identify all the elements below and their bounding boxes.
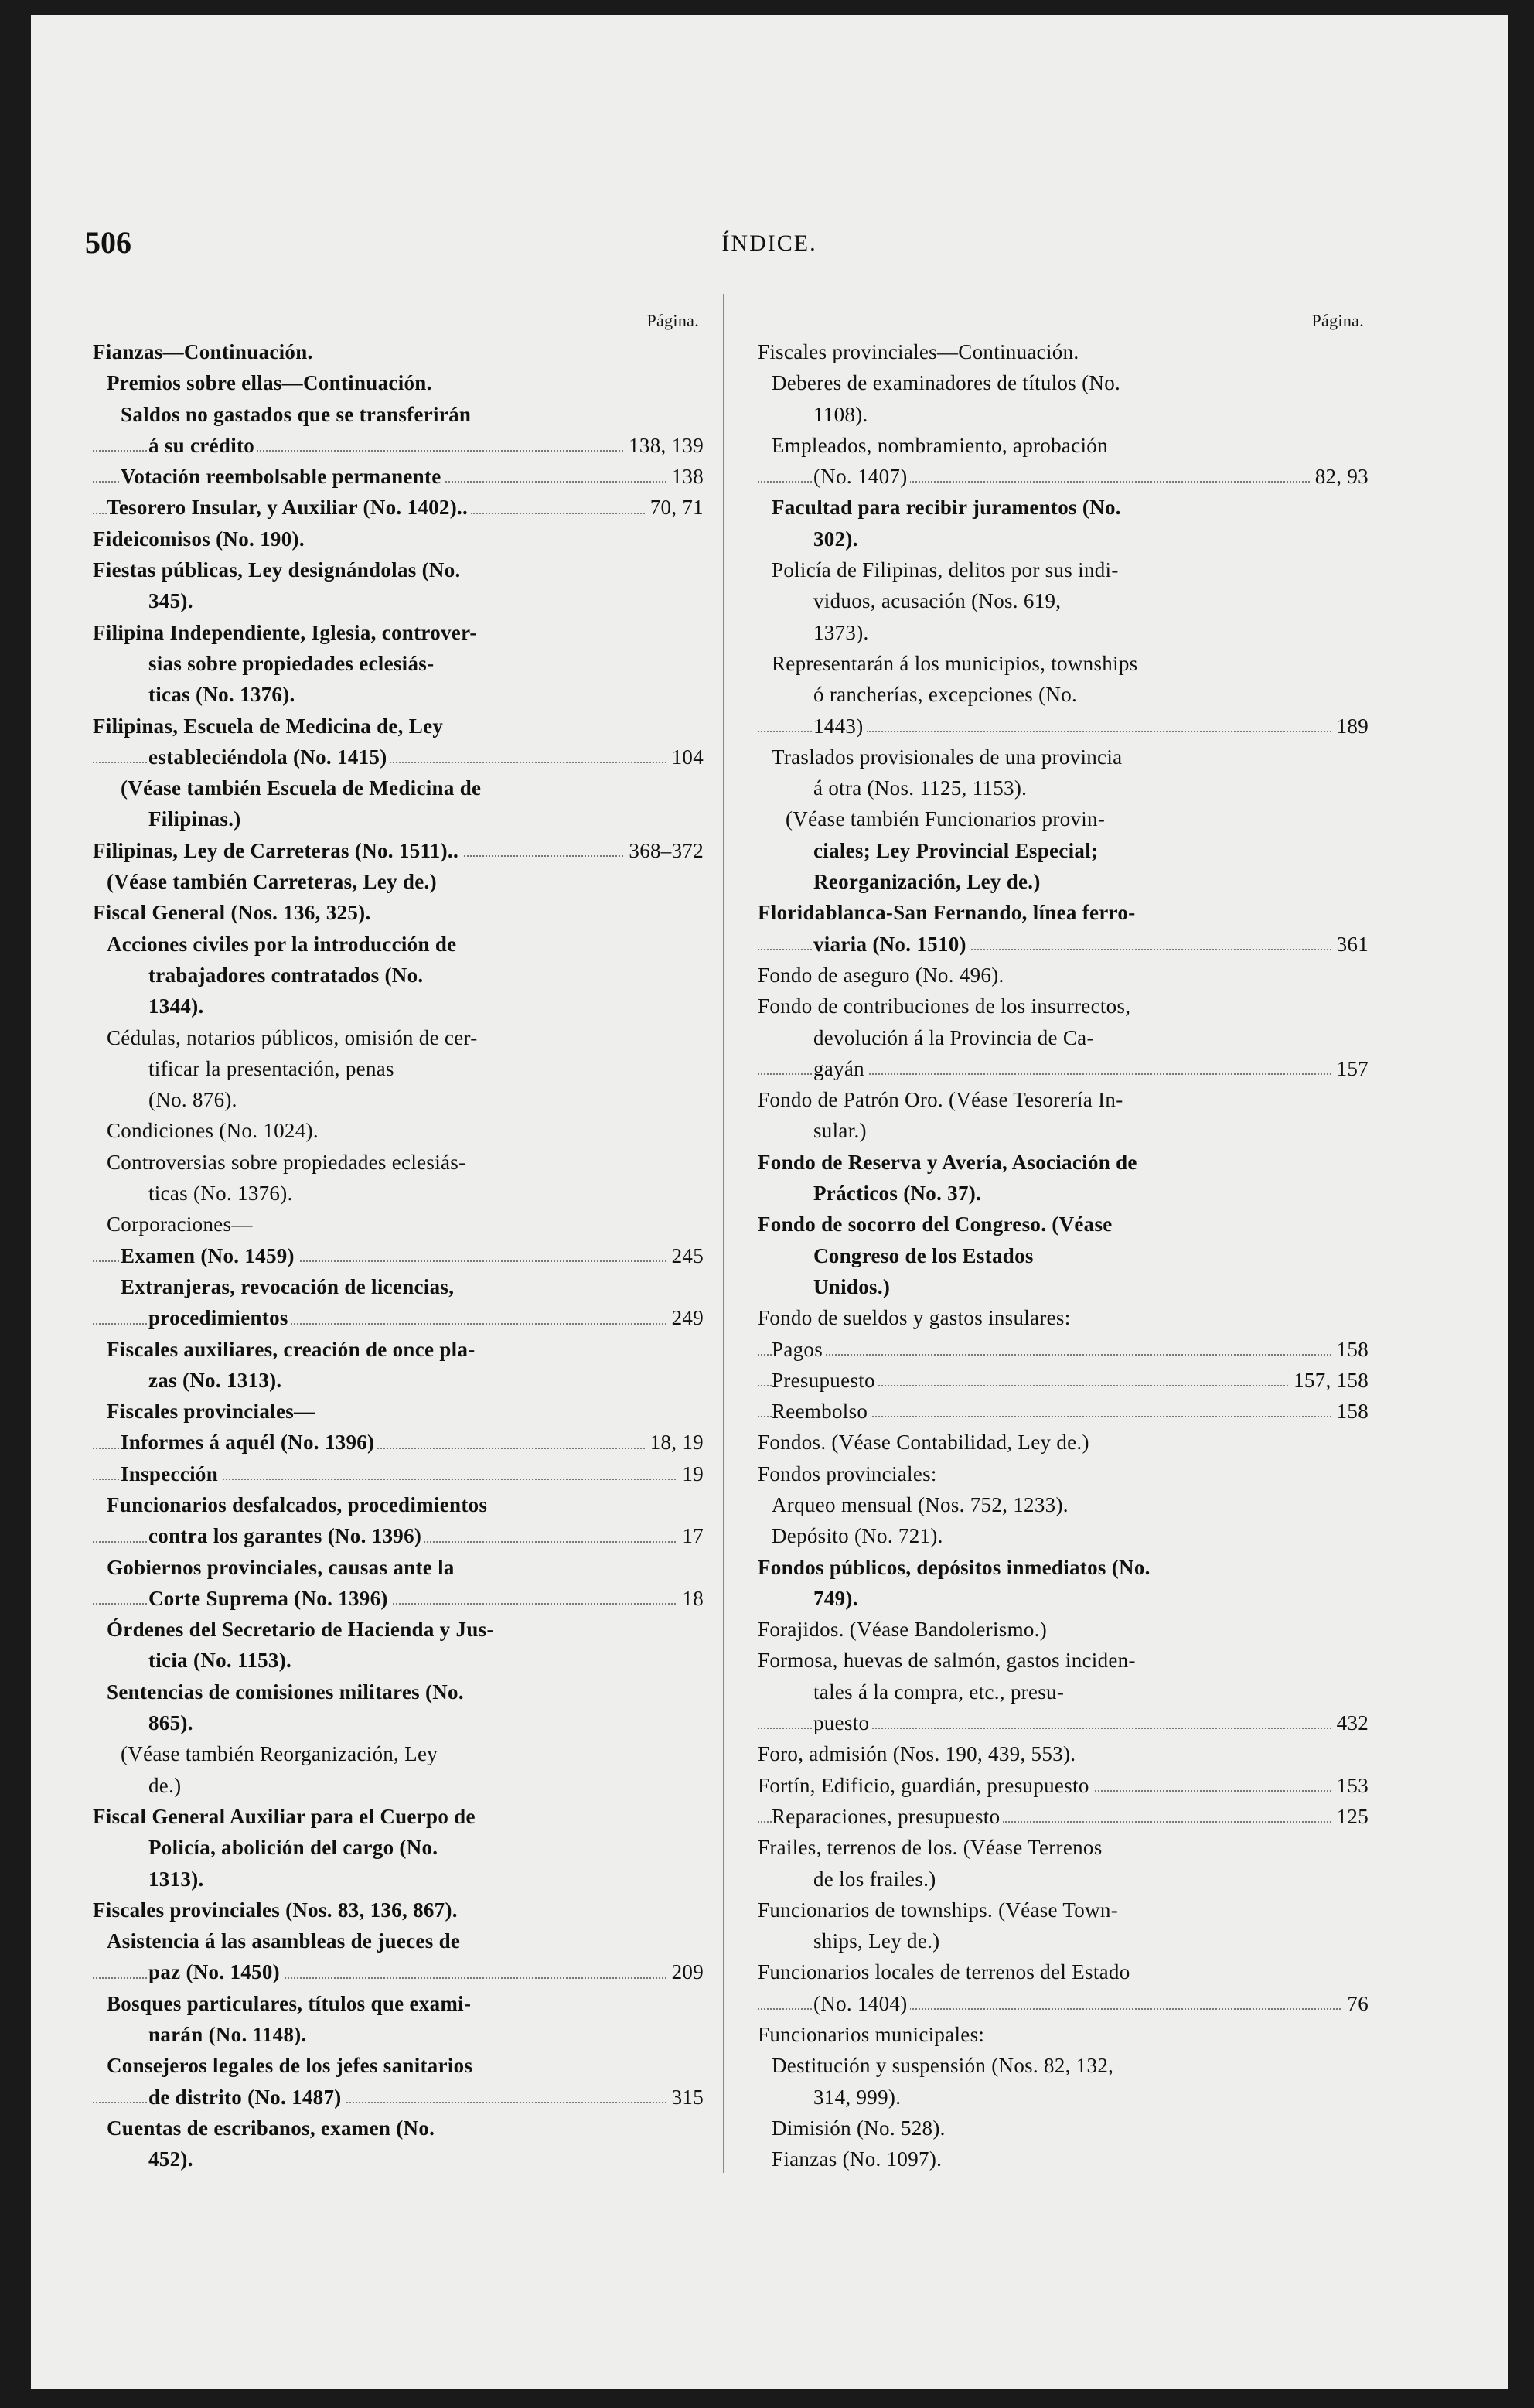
entry-page-ref: 361 bbox=[1332, 929, 1369, 960]
entry-text: Fondo de Patrón Oro. (Véase Tesorería In- bbox=[758, 1088, 1127, 1111]
entry-text: (Véase también Escuela de Medicina de bbox=[121, 776, 484, 800]
index-entry-line bbox=[93, 1707, 704, 1738]
entry-text: Deberes de examinadores de títulos (No. bbox=[772, 371, 1123, 394]
index-entry-line bbox=[758, 1614, 1369, 1645]
entry-text: paz (No. 1450) bbox=[148, 1960, 283, 1983]
entry-text: ciales; Ley Provincial Especial; bbox=[813, 839, 1101, 862]
entry-text: devolución á la Provincia de Ca- bbox=[813, 1026, 1097, 1049]
index-entry-line bbox=[93, 2050, 704, 2081]
entry-text: ships, Ley de.) bbox=[813, 1929, 943, 1953]
index-entry-line bbox=[93, 1956, 704, 1987]
index-entry-line bbox=[93, 1365, 704, 1396]
index-entry-line bbox=[758, 1302, 1369, 1333]
page-header bbox=[31, 224, 1508, 271]
entry-text: Fondo de Reserva y Avería, Asociación de bbox=[758, 1151, 1140, 1174]
entry-text: Fiscales provinciales (Nos. 83, 136, 867). bbox=[93, 1898, 461, 1922]
index-entry-line bbox=[93, 1427, 704, 1458]
index-entry-line bbox=[93, 524, 704, 554]
index-entry-line bbox=[93, 835, 704, 866]
index-entry-line bbox=[93, 1676, 704, 1707]
index-entry-line bbox=[758, 866, 1369, 897]
entry-page-ref: 138, 139 bbox=[624, 430, 704, 461]
entry-text: Tesorero Insular, y Auxiliar (No. 1402).. bbox=[107, 496, 471, 519]
index-entry-line bbox=[758, 1645, 1369, 1676]
entry-text: Extranjeras, revocación de licencias, bbox=[121, 1275, 457, 1298]
entry-text: de distrito (No. 1487) bbox=[148, 2086, 345, 2109]
entry-text: Condiciones (No. 1024). bbox=[107, 1119, 322, 1142]
entry-page-ref: 17 bbox=[677, 1520, 704, 1551]
index-entry-line bbox=[758, 336, 1369, 367]
entry-page-ref: 315 bbox=[667, 2082, 704, 2113]
index-entry-line bbox=[93, 1895, 704, 1925]
index-entry-line bbox=[758, 773, 1369, 803]
entry-text: Frailes, terrenos de los. (Véase Terrenos bbox=[758, 1836, 1106, 1859]
index-entry-line bbox=[758, 1707, 1369, 1738]
index-entry-line bbox=[758, 897, 1369, 928]
index-entry-line bbox=[758, 929, 1369, 960]
entry-text: Consejeros legales de los jefes sanitarios bbox=[107, 2054, 476, 2077]
entry-page-ref: 104 bbox=[667, 742, 704, 773]
index-entry-line bbox=[758, 2050, 1369, 2081]
index-entry-line bbox=[93, 336, 704, 367]
entry-text: narán (No. 1148). bbox=[148, 2023, 310, 2046]
index-entry-line bbox=[758, 1895, 1369, 1925]
entry-text: Floridablanca-San Fernando, línea ferro- bbox=[758, 901, 1139, 924]
index-entry-line bbox=[758, 1147, 1369, 1178]
column-divider bbox=[723, 294, 724, 2173]
entry-text: Inspección bbox=[121, 1462, 221, 1485]
index-entry-line bbox=[758, 2113, 1369, 2144]
index-entry-line bbox=[93, 1738, 704, 1769]
entry-text: Fondo de aseguro (No. 496). bbox=[758, 964, 1007, 987]
index-entry-line bbox=[93, 1552, 704, 1583]
index-entry-line bbox=[758, 1053, 1369, 1084]
index-entry-line bbox=[758, 1427, 1369, 1458]
index-entry-line bbox=[758, 430, 1369, 461]
index-entry-line bbox=[93, 711, 704, 742]
entry-text: Policía de Filipinas, delitos por sus indi- bbox=[772, 558, 1122, 582]
entry-page-ref: 76 bbox=[1342, 1988, 1369, 2019]
entry-text: Dimisión (No. 528). bbox=[772, 2116, 949, 2140]
entry-page-ref: 245 bbox=[667, 1240, 704, 1271]
entry-text: ticia (No. 1153). bbox=[148, 1649, 295, 1672]
entry-text: Fiscales provinciales—Continuación. bbox=[758, 340, 1082, 363]
entry-text: Bosques particulares, títulos que exami- bbox=[107, 1992, 474, 2015]
index-entry-line bbox=[758, 1770, 1369, 1801]
entry-text: de.) bbox=[148, 1774, 184, 1797]
entry-text: Filipinas.) bbox=[148, 807, 244, 831]
index-entry-line bbox=[758, 1738, 1369, 1769]
entry-text: estableciéndola (No. 1415) bbox=[148, 745, 390, 769]
index-entry-line bbox=[93, 929, 704, 960]
index-entry-line bbox=[93, 1053, 704, 1084]
index-entry-line bbox=[93, 773, 704, 803]
index-entry-line bbox=[93, 1022, 704, 1053]
index-entry-line bbox=[758, 1084, 1369, 1115]
index-entry-line bbox=[93, 679, 704, 710]
entry-text: 749). bbox=[813, 1587, 861, 1610]
index-entry-line bbox=[93, 2144, 704, 2174]
entry-text: Filipinas, Ley de Carreteras (No. 1511).. bbox=[93, 839, 462, 862]
index-entry-line bbox=[758, 1489, 1369, 1520]
entry-page-ref: 70, 71 bbox=[646, 492, 704, 523]
index-entry-line bbox=[93, 1302, 704, 1333]
entry-text: Policía, abolición del cargo (No. bbox=[148, 1836, 441, 1859]
entry-page-ref: 249 bbox=[667, 1302, 704, 1333]
index-entry-line bbox=[93, 648, 704, 679]
entry-text: Asistencia á las asambleas de jueces de bbox=[107, 1929, 463, 1953]
running-title: ÍNDICE. bbox=[721, 230, 817, 256]
index-entry-line bbox=[93, 1925, 704, 1956]
index-entry-line bbox=[758, 1115, 1369, 1146]
index-entry-line bbox=[758, 1801, 1369, 1832]
entry-page-ref: 138 bbox=[667, 461, 704, 492]
index-entry-line bbox=[758, 711, 1369, 742]
entry-text: Corporaciones— bbox=[107, 1213, 256, 1236]
entry-text: contra los garantes (No. 1396) bbox=[148, 1524, 424, 1547]
index-entry-line bbox=[93, 585, 704, 616]
index-entry-line bbox=[758, 1583, 1369, 1614]
entry-page-ref: 432 bbox=[1332, 1707, 1369, 1738]
entry-page-ref: 158 bbox=[1332, 1396, 1369, 1427]
index-entry-line bbox=[758, 1240, 1369, 1271]
entry-text: Sentencias de comisiones militares (No. bbox=[107, 1680, 467, 1704]
entry-text: Representarán á los municipios, townships bbox=[772, 652, 1140, 675]
entry-text: Fiscales provinciales— bbox=[107, 1400, 318, 1423]
entry-text: 1344). bbox=[148, 994, 207, 1018]
entry-text: Fondo de contribuciones de los insurrectos, bbox=[758, 994, 1133, 1018]
entry-text: Filipina Independiente, Iglesia, controver- bbox=[93, 621, 480, 644]
index-entry-line bbox=[758, 960, 1369, 991]
page-column-label: Página. bbox=[1311, 311, 1364, 330]
entry-text: Fondos. (Véase Contabilidad, Ley de.) bbox=[758, 1431, 1093, 1454]
entry-page-ref: 82, 93 bbox=[1311, 461, 1369, 492]
index-page bbox=[31, 15, 1508, 2389]
index-entry-line bbox=[758, 554, 1369, 585]
entry-text: tificar la presentación, penas bbox=[148, 1057, 397, 1080]
index-entry-line bbox=[758, 492, 1369, 523]
entry-page-ref: 19 bbox=[677, 1458, 704, 1489]
entry-text: Examen (No. 1459) bbox=[121, 1244, 298, 1267]
index-entry-line bbox=[93, 554, 704, 585]
entry-text: Fiscal General Auxiliar para el Cuerpo de bbox=[93, 1805, 479, 1828]
index-entry-line bbox=[758, 524, 1369, 554]
entry-text: Fiscales auxiliares, creación de once pla- bbox=[107, 1338, 479, 1361]
entry-text: Funcionarios desfalcados, procedimientos bbox=[107, 1493, 490, 1516]
index-entry-line bbox=[93, 617, 704, 648]
entry-text: de los frailes.) bbox=[813, 1867, 939, 1891]
index-entry-line bbox=[93, 1209, 704, 1240]
index-entry-line bbox=[93, 991, 704, 1022]
entry-text: Reembolso bbox=[772, 1400, 871, 1423]
index-entry-line bbox=[93, 2113, 704, 2144]
index-entry-line bbox=[758, 1458, 1369, 1489]
entry-page-ref: 158 bbox=[1332, 1334, 1369, 1365]
entry-text: trabajadores contratados (No. bbox=[148, 964, 426, 987]
index-entry-line bbox=[758, 585, 1369, 616]
entry-text: Premios sobre ellas—Continuación. bbox=[107, 371, 435, 394]
entry-page-ref: 18, 19 bbox=[646, 1427, 704, 1458]
entry-text: Fiestas públicas, Ley designándolas (No. bbox=[93, 558, 464, 582]
index-entry-line bbox=[758, 648, 1369, 679]
page-column-label: Página. bbox=[646, 311, 699, 330]
entry-page-ref: 125 bbox=[1332, 1801, 1369, 1832]
entry-text: zas (No. 1313). bbox=[148, 1369, 285, 1392]
entry-text: Depósito (No. 721). bbox=[772, 1524, 946, 1547]
index-entry-line bbox=[93, 461, 704, 492]
index-entry-line bbox=[758, 1178, 1369, 1209]
entry-text: Corte Suprema (No. 1396) bbox=[148, 1587, 391, 1610]
entry-text: 1108). bbox=[813, 403, 871, 426]
entry-text: Votación reembolsable permanente bbox=[121, 465, 445, 488]
entry-text: Fondo de socorro del Congreso. (Véase bbox=[758, 1213, 1116, 1236]
index-entry-line bbox=[758, 1271, 1369, 1302]
index-entry-line bbox=[758, 461, 1369, 492]
index-entry-line bbox=[93, 1864, 704, 1895]
index-entry-line bbox=[758, 2082, 1369, 2113]
entry-text: Unidos.) bbox=[813, 1275, 893, 1298]
entry-text: 1313). bbox=[148, 1867, 207, 1891]
entry-page-ref: 209 bbox=[667, 1956, 704, 1987]
index-entry-line bbox=[758, 1832, 1369, 1863]
index-entry-line bbox=[93, 897, 704, 928]
entry-text: viaria (No. 1510) bbox=[813, 933, 970, 956]
entry-text: Reorganización, Ley de.) bbox=[813, 870, 1044, 893]
entry-text: Fideicomisos (No. 190). bbox=[93, 527, 308, 551]
right-column bbox=[758, 305, 1369, 2175]
entry-text: ó rancherías, excepciones (No. bbox=[813, 683, 1080, 706]
index-entry-line bbox=[93, 742, 704, 773]
index-entry-line bbox=[758, 617, 1369, 648]
index-entry-line bbox=[758, 367, 1369, 398]
index-entry-line bbox=[758, 1365, 1369, 1396]
entry-page-ref: 157 bbox=[1332, 1053, 1369, 1084]
entry-text: Presupuesto bbox=[772, 1369, 878, 1392]
entry-page-ref: 368–372 bbox=[624, 835, 704, 866]
index-entry-line bbox=[758, 1396, 1369, 1427]
entry-text: Controversias sobre propiedades eclesiás- bbox=[107, 1151, 469, 1174]
index-entry-line bbox=[93, 803, 704, 834]
entry-text: 1443) bbox=[813, 715, 867, 738]
index-entry-line bbox=[758, 1334, 1369, 1365]
entry-text: (No. 876). bbox=[148, 1088, 240, 1111]
entry-text: 865). bbox=[148, 1711, 196, 1734]
entry-text: viduos, acusación (Nos. 619, bbox=[813, 589, 1064, 612]
index-entry-line bbox=[93, 1801, 704, 1832]
index-entry-line bbox=[93, 1147, 704, 1178]
index-entry-line bbox=[758, 1956, 1369, 1987]
index-entry-line bbox=[93, 1988, 704, 2019]
entry-text: Filipinas, Escuela de Medicina de, Ley bbox=[93, 715, 446, 738]
entry-text: ticas (No. 1376). bbox=[148, 683, 298, 706]
entry-text: Fondos públicos, depósitos inmediatos (No. bbox=[758, 1556, 1154, 1579]
index-entry-line bbox=[758, 1552, 1369, 1583]
entry-text: Arqueo mensual (Nos. 752, 1233). bbox=[772, 1493, 1072, 1516]
index-entry-line bbox=[93, 1489, 704, 1520]
entry-text: Cuentas de escribanos, examen (No. bbox=[107, 2116, 438, 2140]
entry-text: Foro, admisión (Nos. 190, 439, 553). bbox=[758, 1742, 1079, 1765]
entry-text: Forajidos. (Véase Bandolerismo.) bbox=[758, 1618, 1050, 1641]
entry-text: á su crédito bbox=[148, 434, 257, 457]
index-entry-line bbox=[93, 492, 704, 523]
entry-text: á otra (Nos. 1125, 1153). bbox=[813, 776, 1030, 800]
index-entry-line bbox=[93, 1178, 704, 1209]
entry-text: Fortín, Edificio, guardián, presupuesto bbox=[758, 1774, 1093, 1797]
entry-text: Fondo de sueldos y gastos insulares: bbox=[758, 1306, 1074, 1329]
entry-text: (Véase también Carreteras, Ley de.) bbox=[107, 870, 440, 893]
entry-text: tales á la compra, etc., presu- bbox=[813, 1680, 1067, 1704]
index-entry-line bbox=[758, 1520, 1369, 1551]
entry-text: Fianzas—Continuación. bbox=[93, 340, 316, 363]
entry-text: puesto bbox=[813, 1711, 872, 1734]
index-entry-line bbox=[758, 835, 1369, 866]
index-entry-line bbox=[758, 399, 1369, 430]
entry-text: Pagos bbox=[772, 1338, 826, 1361]
entry-text: Reparaciones, presupuesto bbox=[772, 1805, 1003, 1828]
entry-text: Empleados, nombramiento, aprobación bbox=[772, 434, 1111, 457]
entry-text: Órdenes del Secretario de Hacienda y Jus- bbox=[107, 1618, 497, 1641]
entry-text: 302). bbox=[813, 527, 861, 551]
entry-text: Gobiernos provinciales, causas ante la bbox=[107, 1556, 458, 1579]
index-entry-line bbox=[758, 742, 1369, 773]
index-entry-line bbox=[758, 1864, 1369, 1895]
entry-text: Traslados provisionales de una provincia bbox=[772, 745, 1125, 769]
entry-text: Informes á aquél (No. 1396) bbox=[121, 1431, 377, 1454]
entry-text: (Véase también Funcionarios provin- bbox=[786, 807, 1108, 831]
index-entry-line bbox=[758, 991, 1369, 1022]
index-entry-line bbox=[93, 1583, 704, 1614]
entry-text: 1373). bbox=[813, 621, 872, 644]
index-entry-line bbox=[93, 1334, 704, 1365]
index-entry-line bbox=[93, 1770, 704, 1801]
index-entry-line bbox=[758, 1022, 1369, 1053]
index-entry-line bbox=[93, 866, 704, 897]
entry-page-ref: 157, 158 bbox=[1289, 1365, 1369, 1396]
entry-text: gayán bbox=[813, 1057, 868, 1080]
index-entry-line bbox=[93, 1115, 704, 1146]
entry-text: Formosa, huevas de salmón, gastos inciden- bbox=[758, 1649, 1139, 1672]
entry-text: Saldos no gastados que se transferirán bbox=[121, 403, 474, 426]
entry-text: Acciones civiles por la introducción de bbox=[107, 933, 459, 956]
index-entry-line bbox=[758, 1676, 1369, 1707]
entry-text: 345). bbox=[148, 589, 196, 612]
index-entry-line bbox=[93, 1458, 704, 1489]
entry-text: 452). bbox=[148, 2147, 196, 2171]
entry-text: Destitución y suspensión (Nos. 82, 132, bbox=[772, 2054, 1116, 2077]
index-entry-line bbox=[758, 2144, 1369, 2174]
index-entry-line bbox=[93, 430, 704, 461]
entry-text: Funcionarios municipales: bbox=[758, 2023, 987, 2046]
entry-text: sias sobre propiedades eclesiás- bbox=[148, 652, 437, 675]
index-entry-line bbox=[93, 2019, 704, 2050]
index-entry-line bbox=[93, 1645, 704, 1676]
entry-text: Cédulas, notarios públicos, omisión de cer- bbox=[107, 1026, 481, 1049]
entry-text: (No. 1407) bbox=[813, 465, 910, 488]
index-entry-line bbox=[93, 1396, 704, 1427]
entry-text: Fondos provinciales: bbox=[758, 1462, 940, 1485]
entry-text: 314, 999). bbox=[813, 2086, 904, 2109]
index-entry-line bbox=[93, 1240, 704, 1271]
entry-text: Prácticos (No. 37). bbox=[813, 1182, 984, 1205]
entry-text: Funcionarios de townships. (Véase Town- bbox=[758, 1898, 1121, 1922]
entry-text: ticas (No. 1376). bbox=[148, 1182, 296, 1205]
entry-text: procedimientos bbox=[148, 1306, 291, 1329]
index-entry-line bbox=[758, 803, 1369, 834]
entry-text: Facultad para recibir juramentos (No. bbox=[772, 496, 1124, 519]
entry-page-ref: 18 bbox=[677, 1583, 704, 1614]
index-entry-line bbox=[93, 367, 704, 398]
entry-text: Fiscal General (Nos. 136, 325). bbox=[93, 901, 374, 924]
entry-text: sular.) bbox=[813, 1119, 870, 1142]
index-entry-line bbox=[758, 1209, 1369, 1240]
index-entry-line bbox=[758, 1988, 1369, 2019]
entry-text: (No. 1404) bbox=[813, 1992, 910, 2015]
entry-page-ref: 189 bbox=[1332, 711, 1369, 742]
index-entry-line bbox=[93, 2082, 704, 2113]
index-entry-line bbox=[93, 1614, 704, 1645]
entry-text: (Véase también Reorganización, Ley bbox=[121, 1742, 441, 1765]
index-entry-line bbox=[93, 1520, 704, 1551]
entry-text: Funcionarios locales de terrenos del Estado bbox=[758, 1960, 1133, 1983]
entry-page-ref: 153 bbox=[1332, 1770, 1369, 1801]
left-column bbox=[93, 305, 704, 2175]
index-entry-line bbox=[758, 2019, 1369, 2050]
index-entry-line bbox=[93, 1832, 704, 1863]
entry-text: Congreso de los Estados bbox=[813, 1244, 1037, 1267]
index-entry-line bbox=[93, 399, 704, 430]
page-number: 506 bbox=[85, 225, 131, 260]
index-entry-line bbox=[93, 960, 704, 991]
index-entry-line bbox=[93, 1084, 704, 1115]
index-entry-line bbox=[93, 1271, 704, 1302]
entry-text: Fianzas (No. 1097). bbox=[772, 2147, 945, 2171]
index-entry-line bbox=[758, 679, 1369, 710]
index-entry-line bbox=[758, 1925, 1369, 1956]
